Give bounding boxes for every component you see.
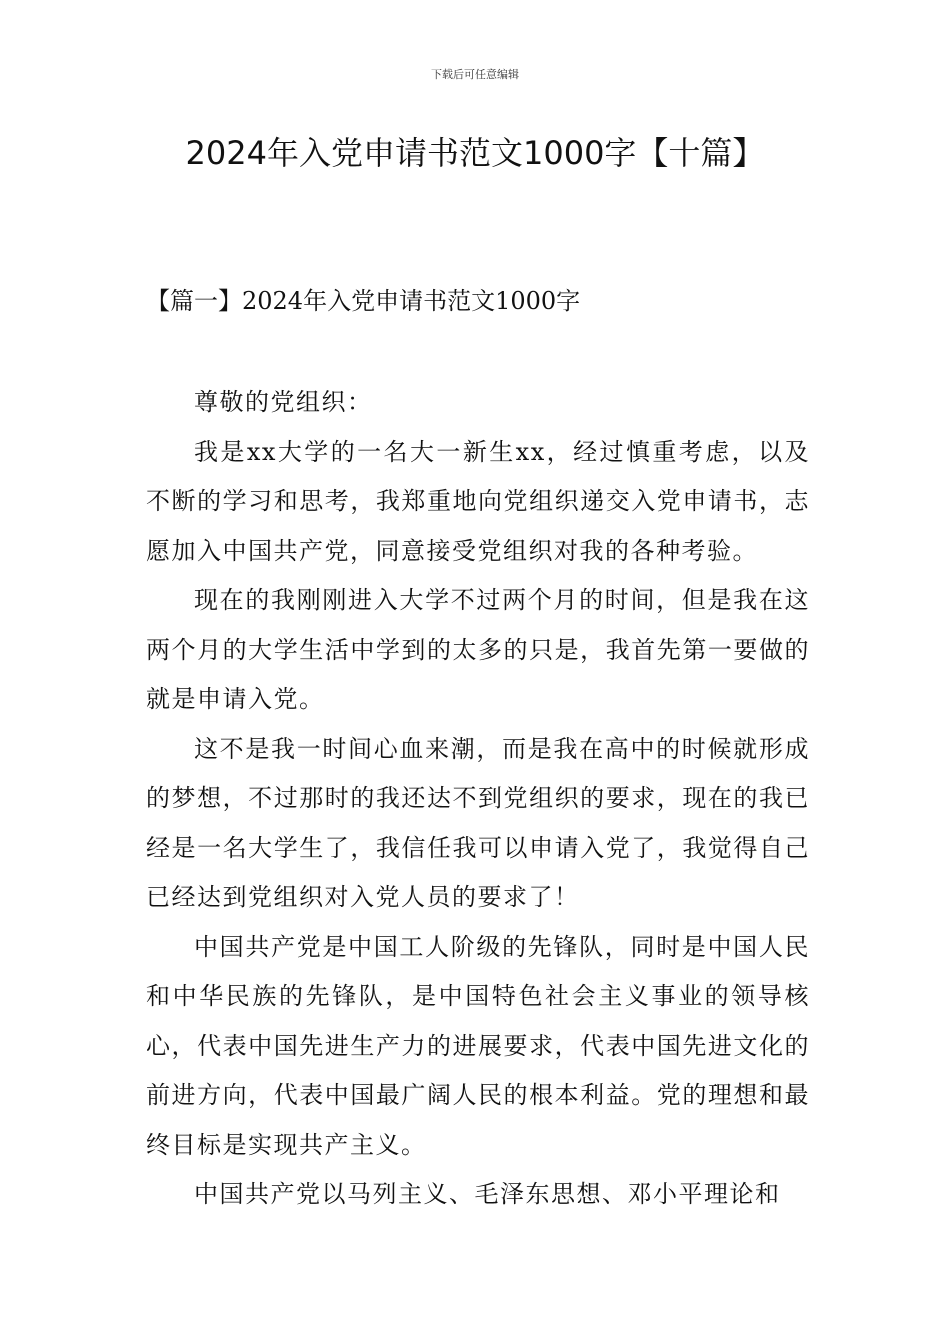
paragraph: 现在的我刚刚进入大学不过两个月的时间，但是我在这两个月的大学生活中学到的太多的只是，我首先第一要做的就是申请入党。 xyxy=(146,586,810,713)
letter-body xyxy=(146,378,810,1220)
header-note: 下载后可任意编辑 xyxy=(431,68,519,81)
document-title: 2024年入党申请书范文1000字【十篇】 xyxy=(185,134,765,172)
paragraph: 中国共产党以马列主义、毛泽东思想、邓小平理论和 xyxy=(194,1180,781,1208)
paragraph: 中国共产党是中国工人阶级的先锋队，同时是中国人民和中华民族的先锋队，是中国特色社会主义事业的领导核心，代表中国先进生产力的进展要求，代表中国先进文化的前进方向，代表中国最广阔人民的根本利益。党的理想和最终目标是实现共产主义。 xyxy=(146,932,810,1159)
salutation: 尊敬的党组织： xyxy=(194,388,373,416)
section-heading: 【篇一】2024年入党申请书范文1000字 xyxy=(146,287,581,315)
paragraph: 这不是我一时间心血来潮，而是我在高中的时候就形成的梦想，不过那时的我还达不到党组织的要求，现在的我已经是一名大学生了，我信任我可以申请入党了，我觉得自己已经达到党组织对入党人员的要求了！ xyxy=(146,734,810,911)
paragraph: 我是xx大学的一名大一新生xx，经过慎重考虑，以及不断的学习和思考，我郑重地向党组织递交入党申请书，志愿加入中国共产党，同意接受党组织对我的各种考验。 xyxy=(146,437,810,565)
